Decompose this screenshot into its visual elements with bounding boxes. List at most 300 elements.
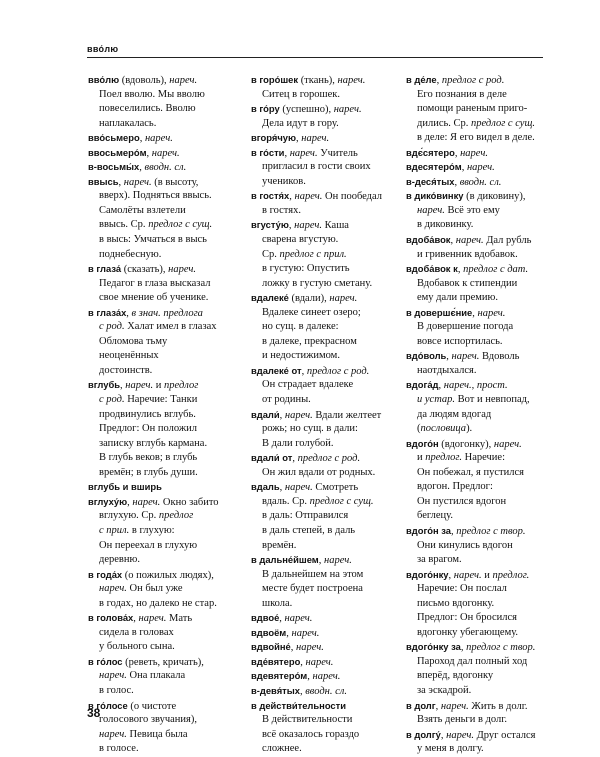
entry-continuation-line: [88, 88, 231, 103]
entry-text: в диковинку.: [417, 219, 474, 231]
entry-text: Они кинулись вдогон: [417, 539, 513, 551]
headword: вдалеке́ от: [251, 364, 302, 376]
entry-continuation-line: [88, 233, 231, 248]
entry-continuation-line: [88, 204, 231, 219]
entry-text: за эскадрой.: [417, 684, 472, 696]
headword: вдали́ от: [251, 452, 293, 464]
entry-continuation-line: [88, 189, 231, 204]
entry-continuation-line: [251, 88, 394, 103]
headword: вглуху́ю: [88, 495, 128, 507]
entry-line: [88, 568, 231, 583]
headword: в долг: [406, 699, 436, 711]
entry-text: ложку в густую сметану.: [262, 277, 373, 289]
entry-line: [88, 175, 231, 190]
entry-text: Он был уже: [126, 583, 183, 595]
entry-text: учеников.: [262, 175, 306, 187]
entry-text: Певица была: [126, 728, 188, 740]
entry-text: ,: [454, 176, 460, 188]
entry-text: ,: [296, 133, 302, 145]
entry-text: Наречие: Он послал: [417, 583, 507, 595]
entry-text: ,: [290, 642, 296, 654]
entry-text: у меня в долгу.: [417, 743, 484, 755]
entry-line: [406, 640, 556, 655]
entry-line: [406, 378, 556, 393]
entry-text: ,: [118, 176, 124, 188]
grammar-label: вводн. сл.: [305, 685, 347, 697]
entry-text: сложнее.: [262, 743, 302, 755]
headword: в го́ру: [251, 103, 280, 115]
headword: в-девя́тых: [251, 684, 300, 696]
grammar-label: предлог с сущ.: [309, 495, 374, 507]
entry-continuation-line: [406, 248, 556, 263]
entry-continuation-line: [88, 218, 231, 233]
entry-line: [88, 699, 231, 714]
entry-line: [406, 146, 556, 161]
entry-text: наотдыхался.: [417, 364, 477, 376]
entry-line: [88, 160, 231, 175]
header-rule: [87, 57, 543, 58]
entry-line: [406, 262, 556, 277]
headword: вдвойне́: [251, 641, 291, 653]
entry-continuation-line: [406, 277, 556, 292]
entry-text: Он страдает вдалеке: [262, 379, 354, 391]
entry-line: [88, 495, 231, 510]
entry-text: ,: [454, 147, 461, 159]
entry-text: в даль степей, в даль: [262, 524, 356, 536]
entry-line: [406, 160, 556, 175]
entry-text: ,: [446, 351, 452, 363]
entry-text: ,: [318, 555, 324, 567]
entry-text: Предлог: Он бросился: [417, 612, 517, 624]
entry-continuation-line: [406, 218, 556, 233]
grammar-label: нареч.: [329, 293, 358, 305]
entry-continuation-line: [251, 277, 394, 292]
entry-text: ему дали премию.: [417, 292, 499, 304]
grammar-label: нареч.: [337, 75, 366, 86]
entry-line: [406, 524, 556, 539]
grammar-label: предлог.: [492, 569, 530, 581]
grammar-label: нареч.: [99, 728, 127, 740]
entry-continuation-line: [88, 728, 231, 743]
entry-line: [88, 655, 231, 670]
entry-line: [251, 684, 394, 699]
entry-text: письмо вдогонку.: [417, 597, 495, 609]
entry-continuation-line: [251, 509, 394, 524]
entry-continuation-line: [406, 539, 556, 554]
entry-text: беглецу.: [417, 510, 453, 522]
entry-continuation-line: [251, 582, 394, 597]
entry-text: Дела идут в гору.: [262, 117, 339, 129]
headword: вдесятеро́м: [406, 161, 462, 173]
entry-continuation-line: [88, 437, 231, 452]
entry-continuation-line: [406, 480, 556, 495]
entry-continuation-line: [88, 102, 231, 117]
entry-line: [251, 131, 394, 146]
headword: вглубь: [88, 379, 121, 391]
entry-continuation-line: [88, 509, 231, 524]
entry-line: [88, 262, 231, 277]
entry-text: ввысь. Ср.: [99, 219, 149, 231]
entry-text: ,: [301, 365, 307, 377]
entry-continuation-line: [406, 88, 556, 103]
grammar-label: нареч.: [333, 104, 362, 116]
entry-text: вверх). Подняться ввысь.: [99, 190, 212, 202]
entry-line: [88, 480, 231, 495]
entry-text: времён; в глубь души.: [99, 466, 198, 478]
entry-continuation-line: [88, 597, 231, 612]
entry-text: Он пообедал: [322, 191, 383, 203]
entry-text: всё оказалось гораздо: [262, 728, 360, 740]
entry-text: в голосе.: [99, 743, 139, 755]
headword: вдаль: [251, 481, 280, 493]
entry-text: и: [417, 452, 426, 464]
grammar-label: нареч.: [453, 569, 482, 581]
entry-continuation-line: [251, 568, 394, 583]
column-2: [251, 73, 394, 757]
entry-continuation-line: [406, 669, 556, 684]
headword: вдого́н: [406, 437, 439, 449]
entry-continuation-line: [406, 335, 556, 350]
entry-continuation-line: [251, 728, 394, 743]
entry-continuation-line: [251, 117, 394, 132]
entry-line: [88, 73, 231, 88]
entry-text: ,: [120, 380, 126, 392]
entry-continuation-line: [406, 131, 556, 146]
entry-text: Вдоволь: [479, 351, 520, 363]
entry-text: в голос.: [99, 684, 134, 696]
grammar-label: предлог: [164, 380, 199, 392]
grammar-label: вводн. сл.: [459, 176, 502, 188]
entry-line: [251, 626, 394, 641]
entry-text: в густую: Опустить: [262, 263, 350, 275]
grammar-label: предлог: [158, 510, 194, 522]
entry-text: неоценённых: [99, 350, 159, 362]
entry-text: ,: [127, 496, 133, 508]
entry-text: В дали голубой.: [262, 437, 334, 449]
entry-line: [88, 131, 231, 146]
headword: в дико́винку: [406, 190, 464, 202]
entry-line: [251, 669, 394, 684]
entry-line: [251, 408, 394, 423]
entry-text: помощи раненым приго-: [417, 103, 528, 115]
entry-continuation-line: [406, 422, 556, 437]
entry-continuation-line: [406, 408, 556, 423]
entry-text: ,: [139, 133, 145, 145]
entry-continuation-line: [88, 320, 231, 335]
headword: вво́лю: [88, 74, 120, 85]
headword: ввысь: [88, 175, 119, 187]
headword: вдє́сятеро: [406, 146, 455, 158]
headword: в года́х: [88, 568, 123, 580]
entry-line: [251, 364, 394, 379]
entry-continuation-line: [406, 393, 556, 408]
grammar-label: нареч.: [289, 147, 318, 159]
entry-continuation-line: [251, 422, 394, 437]
grammar-label: нареч.: [294, 191, 323, 203]
entry-text: ,: [438, 380, 444, 392]
entry-line: [406, 728, 556, 743]
entry-text: ,: [448, 569, 454, 581]
entry-text: ,: [300, 656, 306, 668]
headword: в-восьмы́х: [88, 161, 140, 173]
grammar-label: нареч.: [301, 133, 330, 145]
entry-text: Вдобавок к стипендии: [417, 277, 518, 289]
entry-text: вперёд, вдогонку: [417, 670, 494, 682]
headword: в глаза́х: [88, 306, 127, 318]
grammar-label: нареч.: [284, 482, 313, 494]
entry-text: сварена вгустую.: [262, 234, 339, 246]
headword: в го́сти: [251, 146, 285, 158]
entry-text: Учитель: [317, 147, 358, 159]
column-3: [406, 73, 556, 757]
entry-continuation-line: [88, 451, 231, 466]
entry-line: [406, 349, 556, 364]
entry-text: Дал рубль: [483, 235, 532, 247]
entry-text: ,: [286, 627, 292, 639]
entry-text: в деле: Я его видел в деле.: [417, 132, 535, 144]
entry-continuation-line: [406, 553, 556, 568]
entry-text: Вдали желтеет: [312, 409, 382, 421]
entry-text: и гривенник вдобавок.: [417, 248, 518, 260]
grammar-label: в знач. предлога: [131, 307, 203, 319]
entry-text: Он побежал, я пустился: [417, 466, 524, 478]
grammar-label: предлог с род.: [306, 365, 370, 377]
entry-continuation-line: [88, 640, 231, 655]
headword: вдвоём: [251, 626, 287, 638]
grammar-label: нареч.: [132, 496, 161, 508]
headword: вглубь и вширь: [88, 481, 162, 493]
entry-text: В действительности: [262, 714, 353, 726]
entry-continuation-line: [88, 539, 231, 554]
headword: ввосьмеро́м: [88, 146, 147, 158]
entry-text: в даль: Отправился: [262, 510, 349, 522]
entry-line: [251, 480, 394, 495]
grammar-label: пословица: [420, 423, 467, 435]
entry-text: записку вглубь кармана.: [99, 437, 208, 449]
entry-continuation-line: [251, 306, 394, 321]
entry-line: [251, 699, 394, 714]
entry-text: Педагог в глаза высказал: [99, 277, 211, 289]
entry-continuation-line: [406, 597, 556, 612]
headword: вгоря́чую: [251, 132, 297, 144]
entry-text: голосового звучания),: [99, 714, 198, 726]
entry-continuation-line: [88, 684, 231, 699]
entry-text: Каша: [322, 220, 349, 232]
entry-text: Наречие: Танки: [124, 394, 198, 406]
entry-text: наплакалась.: [99, 117, 157, 129]
entry-text: повеселились. Вволю: [99, 103, 196, 115]
entry-line: [251, 655, 394, 670]
entry-continuation-line: [88, 291, 231, 306]
entry-text: (ткань),: [298, 75, 338, 86]
grammar-label: нареч.: [123, 176, 152, 188]
entry-text: вглухую. Ср.: [99, 510, 159, 522]
entry-text: ,: [450, 235, 456, 247]
entry-line: [406, 175, 556, 190]
entry-text: продвинулись вглубь.: [99, 408, 196, 420]
entry-text: Мать: [166, 613, 193, 625]
entry-text: достоинств.: [99, 364, 153, 376]
entry-continuation-line: [251, 175, 394, 190]
entry-text: Пароход дал полный ход: [417, 655, 528, 667]
entry-continuation-line: [406, 102, 556, 117]
entry-continuation-line: [88, 422, 231, 437]
grammar-label: нареч.: [151, 147, 180, 159]
grammar-label: предлог.: [425, 452, 462, 464]
grammar-label: нареч.: [305, 656, 334, 668]
entry-text: Вдалеке синеет озеро;: [262, 306, 361, 318]
headword: вдого́н за: [406, 524, 451, 536]
entry-line: [251, 451, 394, 466]
entry-text: Он жил вдали от родных.: [262, 466, 376, 478]
headword: в голова́х: [88, 612, 134, 624]
entry-text: но сущ. в далеке:: [262, 321, 339, 333]
entry-continuation-line: [88, 408, 231, 423]
entry-line: [251, 553, 394, 568]
entry-line: [251, 291, 394, 306]
entry-text: ,: [472, 307, 478, 319]
column-1: [88, 73, 231, 757]
grammar-label: нареч.: [168, 264, 196, 276]
grammar-label: с род.: [99, 394, 125, 406]
entry-text: Его познания в деле: [417, 88, 507, 100]
entry-text: Друг остался: [474, 729, 536, 741]
entry-continuation-line: [88, 364, 231, 379]
entry-continuation-line: [88, 626, 231, 641]
entry-line: [251, 146, 394, 161]
entry-continuation-line: [251, 378, 394, 393]
headword: вгусту́ю: [251, 219, 289, 231]
entry-text: ,: [440, 729, 447, 741]
entry-text: месте будет построена: [262, 583, 363, 595]
entry-continuation-line: [251, 437, 394, 452]
entry-text: Наречие:: [462, 452, 505, 464]
entry-text: ,: [450, 525, 457, 537]
entry-line: [406, 568, 556, 583]
entry-text: ,: [133, 613, 139, 625]
entry-continuation-line: [251, 466, 394, 481]
entry-text: Жить в долг.: [468, 700, 528, 712]
headword: в действи́тельности: [251, 699, 346, 711]
entry-text: ,: [146, 147, 152, 159]
entry-text: в далеке, прекрасном: [262, 335, 357, 347]
entry-line: [251, 102, 394, 117]
grammar-label: нареч.: [138, 613, 167, 625]
grammar-label: предлог с род.: [297, 453, 361, 465]
headword: в де́ле: [406, 74, 437, 85]
grammar-label: с род.: [99, 321, 125, 333]
headword: в-деся́тых: [406, 175, 455, 187]
entry-text: Она плакала: [126, 670, 186, 682]
headword: вво́сьмеро: [88, 132, 140, 144]
entry-continuation-line: [88, 393, 231, 408]
entry-text: ,: [292, 453, 298, 465]
entry-line: [406, 73, 556, 88]
entry-continuation-line: [88, 277, 231, 292]
entry-continuation-line: [88, 669, 231, 684]
entry-continuation-line: [406, 117, 556, 132]
entry-continuation-line: [406, 742, 556, 757]
grammar-label: с прил.: [99, 524, 130, 536]
entry-text: да людям вдогад: [417, 408, 492, 420]
entry-text: дились. Ср.: [417, 117, 472, 129]
entry-text: Взять деньги в долг.: [417, 714, 507, 726]
entry-text: в гостях.: [262, 204, 301, 216]
entry-line: [251, 73, 394, 88]
grammar-label: нареч.: [466, 162, 495, 174]
entry-line: [251, 611, 394, 626]
entry-continuation-line: [88, 248, 231, 263]
entry-continuation-line: [251, 539, 394, 554]
entry-text: (успешно),: [279, 104, 334, 116]
headword: вдали́: [251, 408, 280, 420]
headword: в горо́шек: [251, 74, 299, 85]
page-number: 38: [87, 706, 101, 720]
entry-text: вдаль. Ср.: [262, 495, 310, 507]
entry-line: [406, 699, 556, 714]
entry-text: ,: [460, 642, 467, 654]
entry-line: [88, 146, 231, 161]
entry-text: и: [481, 569, 493, 581]
entry-text: сидела в головах: [99, 626, 174, 638]
entry-text: ,: [461, 162, 467, 174]
entry-text: Всё это ему: [444, 204, 500, 216]
entry-continuation-line: [406, 655, 556, 670]
grammar-label: нареч.: [477, 307, 506, 319]
grammar-label: предлог с твор.: [456, 525, 526, 537]
entry-continuation-line: [251, 597, 394, 612]
headword: вдога́д: [406, 379, 439, 391]
entry-text: вовсе испортилась.: [417, 335, 503, 347]
entry-continuation-line: [88, 117, 231, 132]
entry-continuation-line: [406, 364, 556, 379]
entry-text: (вдали),: [288, 293, 330, 305]
entry-text: Обломова тьму: [99, 335, 168, 347]
entry-text: поднебесную.: [99, 248, 162, 260]
entry-text: пригласил в гости своих: [262, 161, 371, 173]
headword: вдо́воль: [406, 350, 447, 362]
entry-text: (: [417, 423, 421, 435]
entry-continuation-line: [251, 204, 394, 219]
headword: в довершє́ние: [406, 306, 473, 318]
entry-text: Предлог: Он положил: [99, 423, 197, 435]
entry-continuation-line: [251, 524, 394, 539]
entry-text: в высь: Умчаться в высь: [99, 234, 207, 246]
headword: вдалеке́: [251, 292, 289, 304]
entry-text: (реветь, кричать),: [122, 656, 204, 668]
grammar-label: нареч.: [323, 555, 352, 567]
entry-continuation-line: [406, 204, 556, 219]
entry-text: в глухую:: [129, 524, 175, 536]
headword: в гостя́х: [251, 190, 290, 202]
entry-continuation-line: [251, 495, 394, 510]
entry-text: ).: [466, 423, 473, 435]
entry-text: рожь; но сущ. в дали:: [262, 423, 358, 435]
grammar-label: нареч.: [417, 204, 445, 216]
entry-text: вдогон. Предлог:: [417, 481, 493, 493]
grammar-label: нареч.: [169, 75, 198, 86]
entry-continuation-line: [88, 466, 231, 481]
entry-continuation-line: [88, 553, 231, 568]
entry-text: (в высоту,: [151, 176, 199, 188]
entry-text: Ср.: [262, 248, 280, 260]
entry-continuation-line: [406, 713, 556, 728]
grammar-label: предлог с прил.: [279, 248, 347, 260]
grammar-label: нареч.: [284, 409, 313, 421]
entry-text: Окно забито: [160, 496, 219, 508]
grammar-label: предлог с сущ.: [471, 117, 536, 129]
grammar-label: вводн. сл.: [144, 162, 187, 174]
